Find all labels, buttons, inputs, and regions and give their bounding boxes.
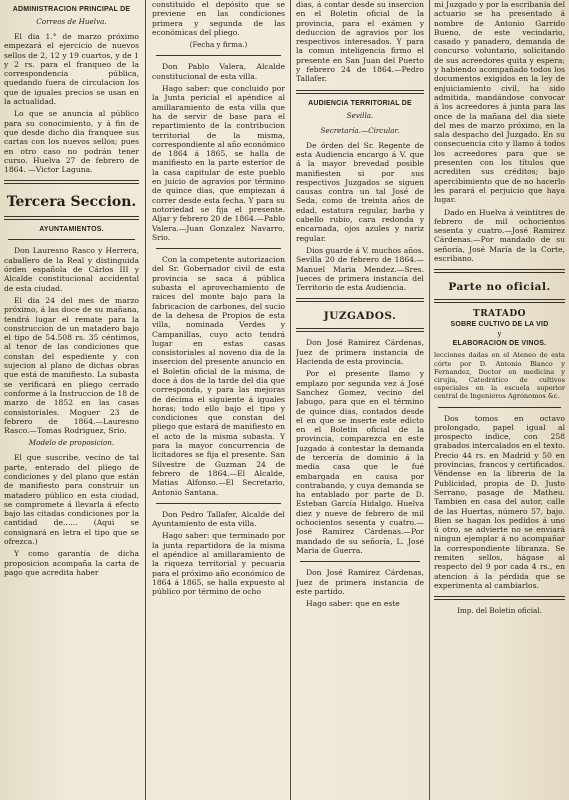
paragraph: Dos tomos en octavo prolongado, papel igual al prospecto indice, con 258 grabados intercalados en el texto. Precio 44 rs. en Madrid y 50 en provincias, francos y certificados. Véndense en la libreria de la Publicidad, propia de D. Justo Serrano, pasage de Matheu. Tambien en casa del autor, calle de las Huertas, número 57, bajo. Bien se hagan los pedidos á uno ú otro, se advierte no se enviará ningun ejemplar á no acompañar la correspondiente libranza. Se remiten sellos, hágase al respecto del 9 por cada 4 rs., en atencion á la pérdida que se experimenta al cambiarlos. <box>434 413 565 590</box>
column-2 <box>152 0 285 800</box>
column-divider <box>290 0 291 800</box>
divider <box>4 180 139 184</box>
model-heading: Modelo de proposicion. <box>28 438 115 448</box>
divider <box>8 239 135 240</box>
paragraph: Hago saber: que terminado por la junta repartidora de la misma el apéndice al amillaramiento de la riqueza territorial y pecuaria para el próximo año económico de 1864 á 1865, se halla expuesto al público por término de ocho <box>152 531 285 597</box>
divider <box>296 298 424 302</box>
section-title: Tercera Seccion. <box>6 194 137 211</box>
section-subtitle: AYUNTAMIENTOS. <box>39 226 104 234</box>
paragraph: El dia 24 del mes de marzo próximo, á las doce de su mañana, tendrá lugar el remate para la construccion de un matadero bajo el tipo de 54.508 rs. 35 céntimos, al tenor de las condiciones que constan del espediente y con sujecion al plano de dichas obras que está de manifiesto. La subasta se verificará en pliego cerrado conforme á la Instruccion de 18 de marzo de 1852 en las casas consistoriales. Moguer 23 de febrero de 1864.—Lauresno Rasco.—Tomas Rodriguez, Srio. <box>4 295 139 436</box>
column-divider <box>145 0 146 800</box>
paragraph: El que suscribe, vecino de tal parte, enterado del pliego de condiciones y del plano que están de manifiesto para construir un matadero público en esta ciudad, se compromete á llevarla á efecto bajo las citadas condiciones por la cantidad de...... (Aqui se consignará en letra el tipo que se ofrezca.) <box>4 453 139 547</box>
paragraph: Don Pablo Valera, Alcalde constitucional de esta villa. <box>152 62 285 81</box>
paragraph: mi Juzgado y por la escribanía del actuario se ha presentado á nombre de Antonio Garrido Bueno, de este vecindario, casado y panadero, demanda de concurso voluntario, solicitando de sus acreedores quita y espera; y habiendo acompañado todos los documentos exigidos en la ley de enjuiciamiento civil, ha sido admitida, mandándose convocar á los acreedores á junta para las once de la mañana del dia siete del mes de marzo próximo, en la sala despacho del Juzgado. En su consecuencia cito y llamo á todos los acreedores para que se presenten con los títulos que acrediten sus créditos; bajo apercibimiento que de no hacerlo les parará el perjuicio que haya lugar. <box>434 0 565 205</box>
conjunction: y <box>497 330 502 339</box>
paragraph: Con la competente autorizacion del Sr. Gobernador civil de esta provincia se saca á pública subasta el aprovechamiento de raices del monte bajo para la fabricacion de carbones, del sucio de la dehesa de Propios de esta villa, nominada Verdes y Campanillas, cuyo acto tendrá lugar en estas casas consistoriales al noveno dia de la insercion del presente anuncio en el Boletin oficial de la misma, de doce á dos de la tarde del dia que corresponda, y para las mejoras de décima el siguiente á iguales horas; todo ello bajo el tipo y condiciones que constan del pliego que estará de manifiesto en el acto de la misma subasta. Y para la mayor concurrencia de licitadores se fija el presente. San Silvestre de Guzman 24 de febrero de 1864.—El Alcalde, Matias Alfonso.—El Secretario, Antonio Santana. <box>152 255 285 497</box>
paragraph: Hago saber: que en este <box>306 599 400 609</box>
divider <box>296 328 424 332</box>
divider <box>438 407 561 408</box>
tratado-title: TRATADO <box>473 309 526 320</box>
tratado-subtitle: SOBRE CULTIVO DE LA VID <box>450 321 549 329</box>
paragraph: Lo que se anuncia al público para su conocimiento, y á fin de que desde dicho dia franquee sus cartas con los nuevos sellos; pues en otro caso no podrán tener curso. Huelva 27 de febrero de 1864. —Victor Laguna. <box>4 109 139 175</box>
paragraph: El dia 1.° de marzo próximo empezará el ejercicio de nuevos sellos de 2, 12 y 19 cuartos, y de 1 y 2 rs. para el franqueo de la correspondencia pública, quedando fuera de circulacion los que de iguales precios se usan en la actualidad. <box>4 32 139 107</box>
small-paragraph: lecciones dadas en el Ateneo de esta córte por D. Antonio Blanco y Fernandez, Doctor en medicina y cirujia, Catedrático de cultivos especiales en la escuela superior central de Ingenieros Agrónomos &c. <box>434 351 565 401</box>
paragraph: dias, á contar desde su insercion en el Boletin oficial de la provincia, para el exámen y deduccion de agravios por los respectivos interesados. Y para la comun inteligencia firmo el presente en San Juan del Puerto y febrero 24 de 1864.—Pedro Tallafer. <box>296 0 424 84</box>
paragraph: De órden del Sr. Regente de esta Audiencia encargo á V. que á la mayor brevedad posible manifiesten si por sus respectivos Juzgados se siguen causas contra un tal José de Seda, como de treinta años de edad, estatura regular, barba y cabello rubio, cara redonda y encarnada, ojos azules y nariz regular. <box>296 140 424 243</box>
section-header: ADMINISTRACION PRINCIPAL DE <box>12 6 131 13</box>
imprint: Imp. del Boletin oficial. <box>457 606 542 616</box>
divider <box>4 216 139 220</box>
signature-note: (Fecha y firma.) <box>189 40 248 50</box>
paragraph: constituido el depósito que se previene en las condiciones primera y segunda de las económicas del pliego. <box>152 0 285 37</box>
paragraph: Por el presente llamo y emplazo por segunda vez á José Sanchez Gomez, vecino del Jabugo, para que en el término de quince dias, contados desde el en que se inserte este edicto en el Boletin oficial de la provincia, comparezca en este Juzgado á contestar la demanda de tercería de dominio á la media casa que le fué embargada en causa por contrabando, y cuya demanda se ha entablado por parte de D. Esteban García Hidalgo. Huelva diez y nueve de febrero de mil ochocientos sesenta y cuatro.—José Ramirez Cárdenas.—Por mandado de su señoría, L. José Maria de Guerra. <box>296 369 424 555</box>
divider <box>434 269 565 273</box>
divider <box>300 561 420 562</box>
paragraph: Dios guarde á V. muchos años. Sevilla 20 de febrero de 1864.—Manuel Maria Mendez.—Sres. Jueces de primera instancia del Territorio de esta Audiencia. <box>296 245 424 293</box>
section-title: Parte no oficial. <box>448 281 551 294</box>
paragraph: Don José Ramirez Cárdenas, Juez de primera instancia de Hacienda de esta provincia. <box>296 338 424 367</box>
column-divider <box>429 0 430 800</box>
paragraph: Don José Ramirez Cárdenas, Juez de primera instancia de este partido. <box>296 568 424 596</box>
column-3 <box>296 0 424 800</box>
paragraph: Y como garantía de dicha proposicion acompaña la carta de pago que acredita haber <box>4 549 139 577</box>
divider <box>296 90 424 94</box>
divider <box>156 55 281 56</box>
paragraph: Dado en Huelva á veintitres de febrero de mil ochocientos sesenta y cuatro.—José Ramirez Cárdenas.—Por mandado de su señoría, José María de la Corte, escribano. <box>434 207 565 264</box>
section-header: AUDIENCIA TERRITORIAL DE <box>308 99 412 107</box>
column-4 <box>434 0 565 800</box>
divider <box>156 248 281 249</box>
column-1 <box>4 0 139 800</box>
divider <box>434 596 565 600</box>
section-title: JUZGADOS. <box>323 310 397 323</box>
circular-heading: Secretaría.—Circular. <box>320 125 400 135</box>
section-subheader: Sevilla. <box>346 110 374 120</box>
section-subheader: Correos de Huelva. <box>36 17 107 26</box>
divider <box>434 299 565 303</box>
paragraph: Don Lauresno Rasco y Herrera, caballero de la Real y distinguida órden española de Cárlos III y Alcalde constitucional accidental de esta ciudad. <box>4 246 139 293</box>
paragraph: Hago saber: que concluido por la Junta pericial el apéndice al amillaramiento de esta villa que ha de servir de base para el repartimiento de la contribucion territorial de la misma, correspondiente al año económico de 1864 á 1865, se halla de manifiesto en la parte esterior de la casa capitular de este pueblo en juicio de agravios por término de quince dias, que empiezan á correr desde esta fecha. Y para su notoriedad se fija el presente. Aljar y febrero 20 de 1864.—Pablo Valera.—Juan Gonzalez Navarro, Srio. <box>152 84 285 242</box>
tratado-subtitle-2: ELABORACION DE VINOS. <box>452 340 547 348</box>
divider <box>156 503 281 504</box>
paragraph: Don Pedro Tallafer, Alcalde del Ayuntamiento de esta villa. <box>152 509 285 529</box>
